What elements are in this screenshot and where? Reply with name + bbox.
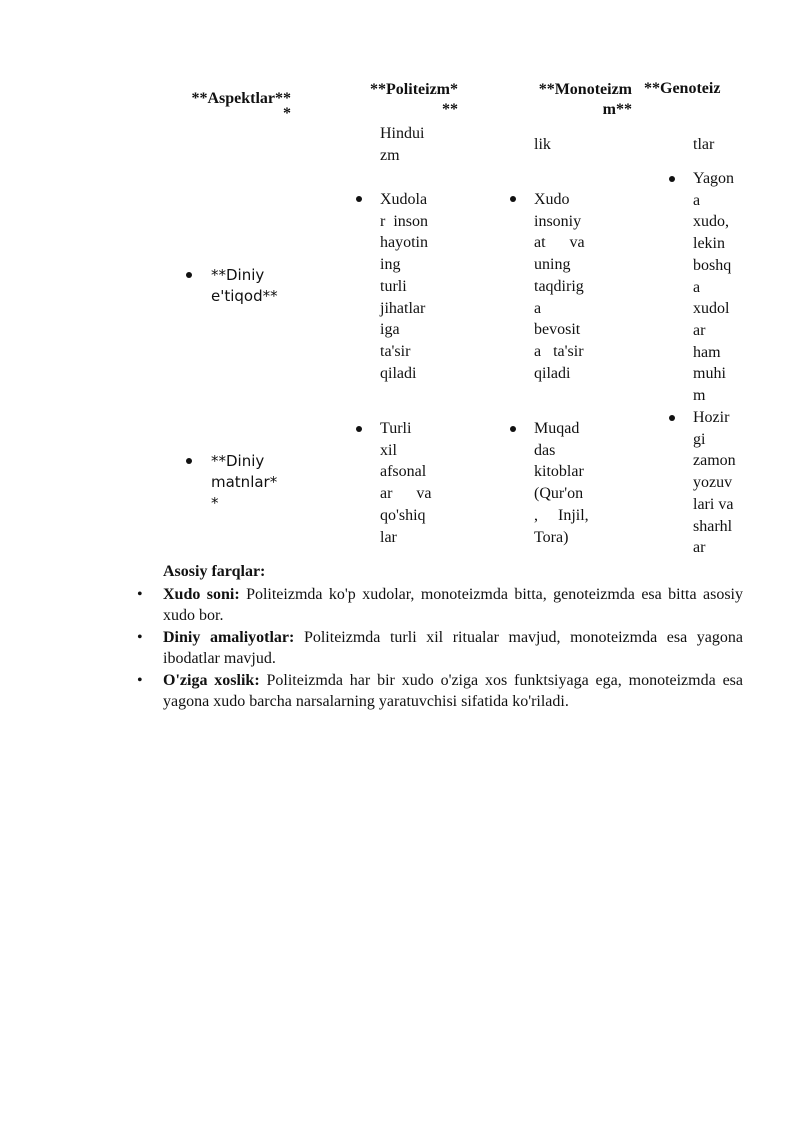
row-bullet	[186, 458, 192, 464]
cell-bullet	[669, 415, 675, 421]
list-item	[137, 584, 743, 627]
cell-monotheism-belief: Xudo insoniy at va uning taqdirig a bevosit a ta'sir qiladi	[534, 191, 585, 382]
cell-bullet	[356, 196, 362, 202]
carry-genotheism: tlar	[693, 136, 715, 153]
carry-monotheism: lik	[534, 136, 551, 153]
cell-bullet	[510, 426, 516, 432]
item-text: Politeizmda turli xil ritualar mavjud, monoteizmda esa yagona ibodatlar mavjud.	[163, 628, 743, 667]
cell-polytheism-texts: Turli xil afsonal ar va qo'shiq lar	[380, 420, 432, 546]
cell-bullet	[510, 196, 516, 202]
item-label: O'ziga xoslik:	[163, 671, 260, 689]
cell-polytheism-belief: Xudola r inson hayotin ing turli jihatlar iga ta'sir qiladi	[380, 191, 428, 382]
cell-bullet	[669, 176, 675, 182]
row-aspect-religious-texts: **Diniy matnlar* *	[211, 452, 278, 512]
header-genotheism: **Genoteiz	[644, 80, 721, 97]
cell-genotheism-texts: Hozir gi zamon yozuv lari va sharhl ar	[693, 409, 736, 557]
differences-section	[137, 561, 743, 713]
item-text: Politeizmda ko'p xudolar, monoteizmda bitta, genoteizmda esa bitta asosiy xudo bor.	[163, 585, 743, 624]
row-aspect-religious-belief: **Diniy e'tiqod**	[211, 266, 278, 305]
header-monotheism: **Monoteizm m**	[538, 81, 632, 118]
cell-monotheism-texts: Muqad das kitoblar (Qur'on , Injil, Tora)	[534, 420, 589, 546]
item-label: Diniy amaliyotlar:	[163, 628, 295, 646]
list-item	[137, 670, 743, 713]
bullet: •	[137, 671, 143, 689]
header-aspects: **Aspektlar** *	[191, 90, 291, 122]
row-bullet	[186, 272, 192, 278]
item-label: Xudo soni:	[163, 585, 240, 603]
section-heading: Asosiy farqlar:	[163, 563, 266, 580]
bullet: •	[137, 585, 143, 603]
item-text: Politeizmda har bir xudo o'ziga xos funktsiyaga ega, monoteizmda esa yagona xudo barcha narsalarning yaratuvchisi sifatida ko'riladi.	[163, 671, 743, 710]
carry-polytheism: Hindui zm	[380, 125, 425, 164]
cell-bullet	[356, 426, 362, 432]
header-polytheism: **Politeizm* **	[370, 81, 458, 118]
list-item	[137, 627, 743, 670]
cell-genotheism-belief: Yagon a xudo, lekin boshq a xudol ar ham muhi m	[693, 170, 735, 405]
bullet: •	[137, 628, 143, 646]
